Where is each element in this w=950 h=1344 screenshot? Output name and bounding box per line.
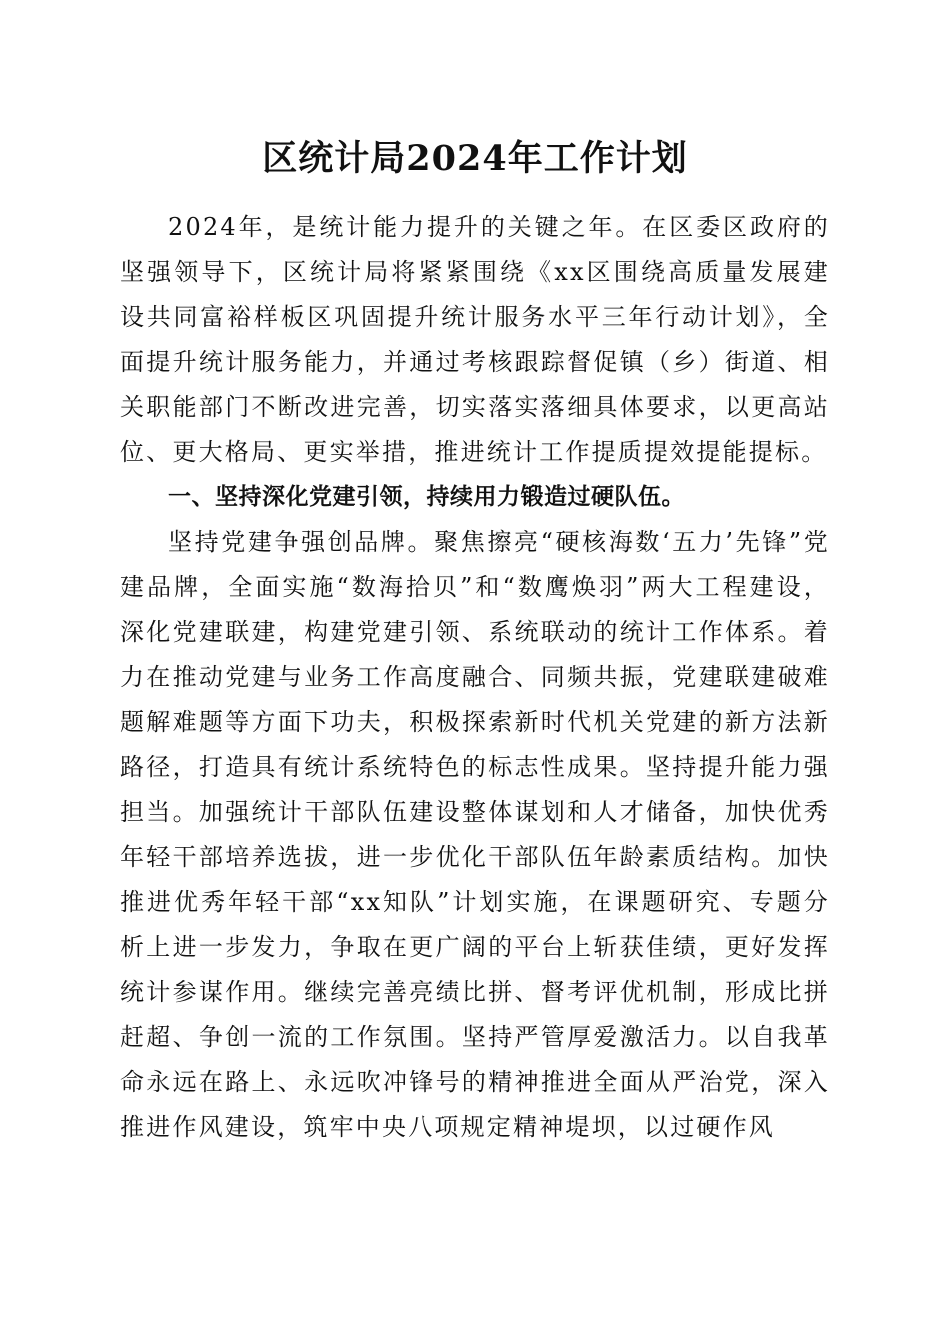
document-title: 区统计局2024年工作计划 bbox=[262, 138, 688, 179]
intro-paragraph: 2024年，是统计能力提升的关键之年。在区委区政府的坚强领导下，区统计局将紧紧围绕《xx区围绕高质量发展建设共同富裕样板区巩固提升统计服务水平三年行动计划》，全面提升统计服务能力，并通过考核跟踪督促镇（乡）街道、相关职能部门不断改进完善，切实落实落细具体要求，以更高站位、更大格局、更实举措，推进统计工作提质提效提能提标。 bbox=[120, 213, 830, 466]
section-1-paragraph: 坚持党建争强创品牌。聚焦擦亮“硬核海数‘五力’先锋”党建品牌，全面实施“数海拾贝”和“数鹰焕羽”两大工程建设，深化党建联建，构建党建引领、系统联动的统计工作体系。着力在推动党建与业务工作高度融合、同频共振，党建联建破难题解难题等方面下功夫，积极探索新时代机关党建的新方法新路径，打造具有统计系统特色的标志性成果。坚持提升能力强担当。加强统计干部队伍建设整体谋划和人才储备，加快优秀年轻干部培养选拔，进一步优化干部队伍年龄素质结构。加快推进优秀年轻干部“xx知队”计划实施，在课题研究、专题分析上进一步发力，争取在更广阔的平台上斩获佳绩，更好发挥统计参谋作用。继续完善亮绩比拼、督考评优机制，形成比拼赶超、争创一流的工作氛围。坚持严管厚爱激活力。以自我革命永远在路上、永远吹冲锋号的精神推进全面从严治党，深入推进作风建设，筑牢中央八项规定精神堤坝，以过硬作风 bbox=[120, 528, 830, 1141]
section-1-heading: 一、坚持深化党建引领，持续用力锻造过硬队伍。 bbox=[168, 484, 685, 510]
document-body bbox=[120, 205, 830, 1150]
